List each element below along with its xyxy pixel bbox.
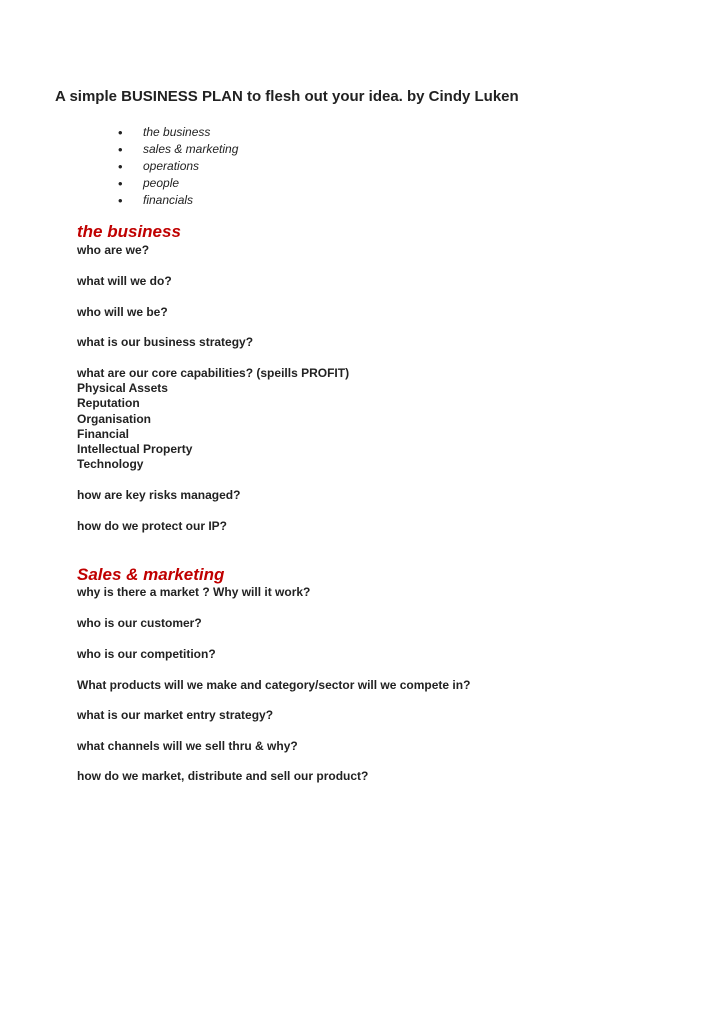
toc-item-label: financials <box>143 193 194 207</box>
toc-item-label: the business <box>143 125 211 139</box>
toc-item <box>118 192 238 209</box>
question: who is our competition? <box>77 647 216 661</box>
capability-item: Organisation <box>77 411 152 426</box>
question: who are we? <box>77 243 150 257</box>
toc-item <box>118 175 238 192</box>
capability-item: Financial <box>77 426 130 441</box>
bullet-icon: • <box>118 176 123 191</box>
capability-item: Intellectual Property <box>77 442 193 457</box>
section-heading-business: the business <box>77 222 181 241</box>
toc-item <box>118 124 238 141</box>
bullet-icon: • <box>118 193 123 208</box>
question: who will we be? <box>77 305 168 319</box>
question: what is our market entry strategy? <box>77 708 274 722</box>
business-section <box>77 222 181 242</box>
bullet-icon: • <box>118 125 123 140</box>
question: what is our business strategy? <box>77 335 254 349</box>
toc-item <box>118 158 238 175</box>
question: how do we market, distribute and sell our product? <box>77 769 369 783</box>
toc-item <box>118 141 238 158</box>
question: how do we protect our IP? <box>77 519 227 533</box>
toc-item-label: people <box>143 176 180 190</box>
question: what are our core capabilities? (speills PROFIT) <box>77 366 350 380</box>
capability-item: Reputation <box>77 396 140 411</box>
toc-item-label: operations <box>143 159 200 173</box>
document-title: A simple BUSINESS PLAN to flesh out your idea. by Cindy Luken <box>55 88 519 105</box>
section-heading-sales: Sales & marketing <box>77 565 225 584</box>
bullet-icon: • <box>118 142 123 157</box>
toc-item-label: sales & marketing <box>143 142 239 156</box>
question: what will we do? <box>77 274 172 288</box>
question: what channels will we sell thru & why? <box>77 739 298 753</box>
question: who is our customer? <box>77 616 202 630</box>
capabilities-list <box>77 381 192 473</box>
capability-item: Technology <box>77 457 144 472</box>
question: What products will we make and category/sector will we compete in? <box>77 678 471 692</box>
question: how are key risks managed? <box>77 488 241 502</box>
question: why is there a market ? Why will it work? <box>77 585 311 599</box>
bullet-icon: • <box>118 159 123 174</box>
capability-item: Physical Assets <box>77 381 168 395</box>
sales-section <box>77 565 224 585</box>
toc-list <box>118 124 238 209</box>
